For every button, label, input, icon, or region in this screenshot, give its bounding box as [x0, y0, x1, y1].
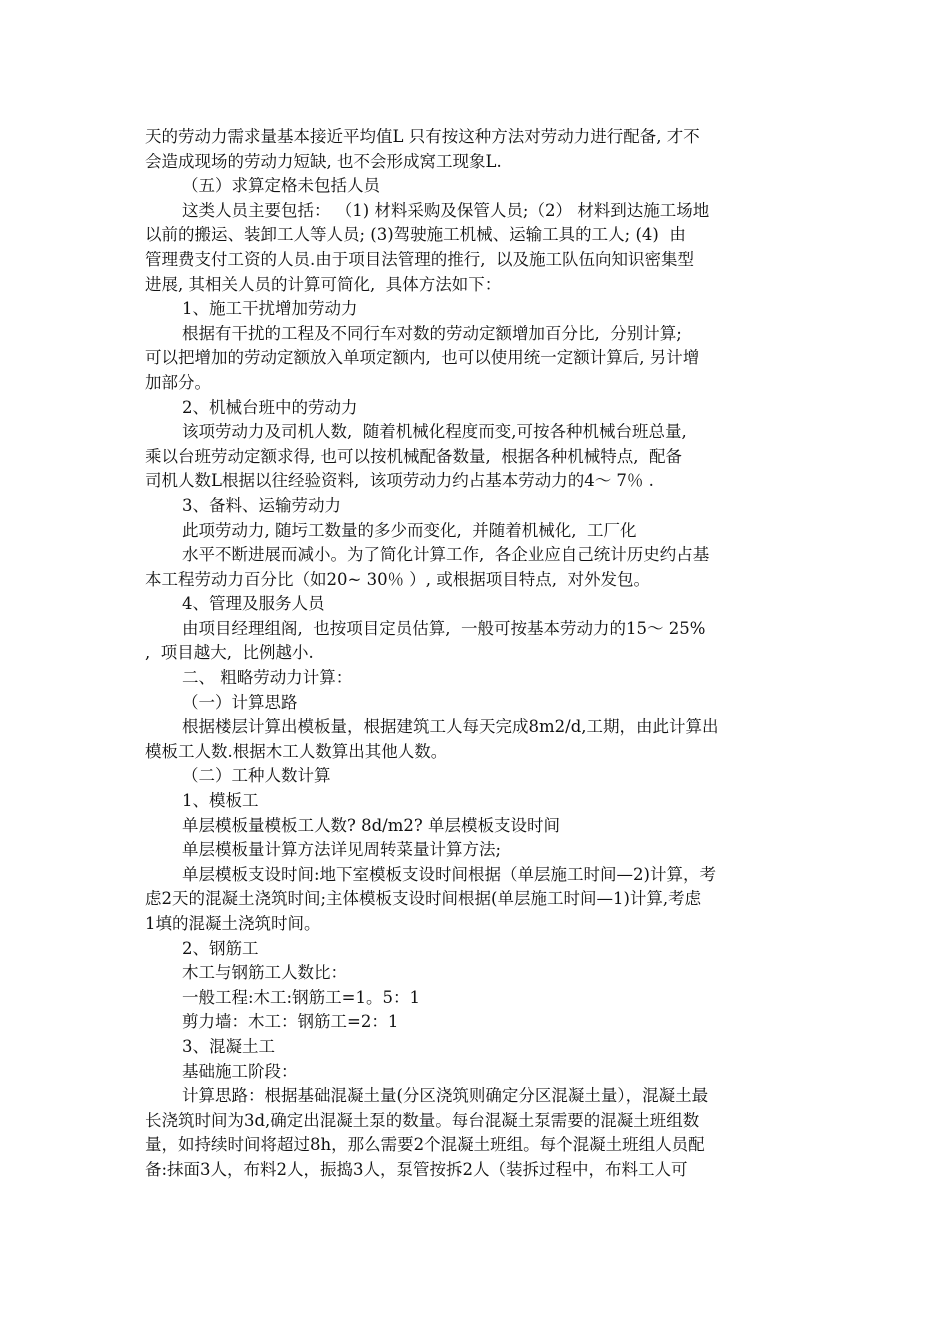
text-line: 虑2天的混凝土浇筑时间;主体模板支设时间根据(单层施工时间—1)计算,考虑	[145, 889, 702, 909]
text-line: 水平不断进展而减小。为了简化计算工作, 各企业应自己统计历史约占基	[182, 545, 710, 565]
document-body	[145, 125, 815, 1183]
text-line: 这类人员主要包括： （1) 材料采购及保管人员;（2） 材料到达施工场地	[182, 200, 710, 220]
text-line: 进展, 其相关人员的计算可简化, 具体方法如下：	[145, 274, 502, 294]
text-line: 管理费支付工资的人员.由于项目法管理的推行, 以及施工队伍向知识密集型	[145, 249, 694, 269]
text-line: 会造成现场的劳动力短缺, 也不会形成窝工现象L.	[145, 151, 502, 171]
text-line: 备:抹面3人，布料2人，振捣3人，泵管按拆2人（装拆过程中，布料工人可	[145, 1159, 688, 1179]
text-line: 司机人数L根据以往经验资料, 该项劳动力约占基本劳动力的4～ 7％ .	[145, 471, 654, 491]
text-line: 模板工人数.根据木工人数算出其他人数。	[145, 741, 448, 761]
text-line: 此项劳动力, 随圬工数量的多少而变化, 并随着机械化, 工厂化	[182, 520, 637, 540]
text-line: 1填的混凝土浇筑时间。	[145, 914, 321, 933]
text-line: 单层模板量计算方法详见周转菜量计算方法;	[182, 840, 502, 860]
section-heading: （一）计算思路	[182, 692, 298, 712]
text-line: 该项劳动力及司机人数, 随着机械化程度而变,可按各种机械台班总量,	[182, 422, 687, 442]
text-line: 以前的搬运、装卸工人等人员; (3)驾驶施工机械、运输工具的工人; (4) 由	[145, 225, 686, 245]
text-line: 量，如持续时间将超过8h，那么需要2个混凝土班组。每个混凝土班组人员配	[145, 1135, 705, 1155]
text-line: 剪力墙：木工：钢筋工=2：1	[182, 1012, 399, 1032]
text-line: 单层模板支设时间:地下室模板支设时间根据（单层施工时间—2)计算，考	[182, 864, 716, 884]
text-line: 单层模板量模板工人数? 8d/m2? 单层模板支设时间	[182, 815, 560, 835]
subsection-heading: 1、模板工	[182, 791, 259, 811]
subsection-heading: 3、混凝土工	[182, 1036, 275, 1056]
text-line: 加部分。	[145, 372, 211, 392]
subsection-heading: 2、机械台班中的劳动力	[182, 397, 358, 417]
text-line: 计算思路：根据基础混凝土量(分区浇筑则确定分区混凝土量），混凝土最	[182, 1086, 709, 1106]
subsection-heading: 4、管理及服务人员	[182, 594, 325, 614]
text-line: 木工与钢筋工人数比：	[182, 963, 347, 983]
text-line: 乘以台班劳动定额求得, 也可以按机械配备数量, 根据各种机械特点, 配备	[145, 446, 682, 466]
text-line: 天的劳动力需求量基本接近平均值L 只有按这种方法对劳动力进行配备, 才不	[145, 127, 700, 146]
section-heading: （二）工种人数计算	[182, 766, 331, 786]
text-line: 由项目经理组阁, 也按项目定员估算, 一般可按基本劳动力的15～ 25%	[182, 618, 706, 638]
section-heading: （五）求算定格未包括人员	[182, 176, 380, 196]
subsection-heading: 1、施工干扰增加劳动力	[182, 299, 358, 319]
text-line: 基础施工阶段：	[182, 1061, 298, 1081]
text-line: 根据楼层计算出模板量，根据建筑工人每天完成8m2/d,工期，由此计算出	[182, 717, 719, 737]
text-line: 一般工程:木工:钢筋工=1。5：1	[182, 987, 420, 1007]
text-line: , 项目越大, 比例越小.	[145, 643, 314, 663]
text-line: 本工程劳动力百分比（如20~ 30％ ）, 或根据项目特点, 对外发包。	[145, 569, 651, 589]
subsection-heading: 3、备料、运输劳动力	[182, 495, 341, 515]
text-line: 长浇筑时间为3d,确定出混凝土泵的数量。每台混凝土泵需要的混凝土班组数	[145, 1110, 700, 1130]
text-line: 可以把增加的劳动定额放入单项定额内, 也可以使用统一定额计算后, 另计增	[145, 348, 700, 368]
text-line: 根据有干扰的工程及不同行车对数的劳动定额增加百分比, 分别计算;	[182, 323, 682, 343]
section-heading: 二、 粗略劳动力计算：	[182, 668, 353, 688]
subsection-heading: 2、钢筋工	[182, 938, 259, 958]
